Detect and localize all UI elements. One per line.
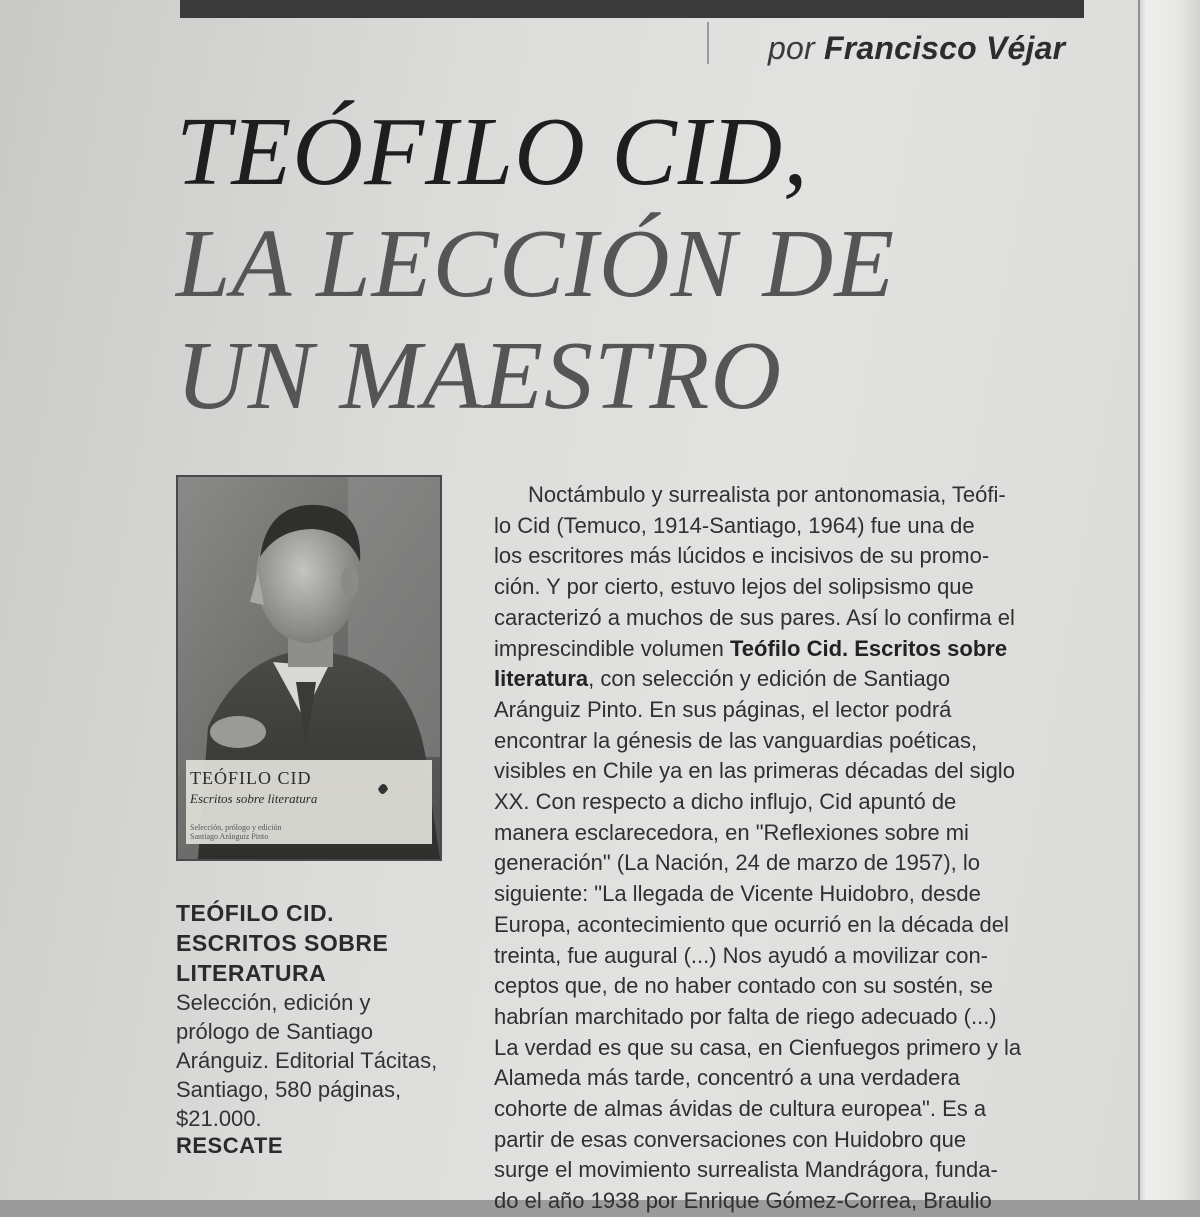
headline-line-2: LA LECCIÓN DE [176, 210, 896, 318]
book-info-sidebar [176, 898, 446, 1159]
cover-title: Escritos sobre literatura [190, 791, 318, 806]
body-line: manera esclarecedora, en "Reflexiones sobre mi [494, 819, 969, 845]
body-line: los escritores más lúcidos e incisivos de su promo- [494, 543, 990, 569]
section-tag: RESCATE [176, 1133, 283, 1158]
body-line: surge el movimiento surrealista Mandrágora, funda- [494, 1157, 998, 1183]
body-line: Alameda más tarde, concentró a una verdadera [494, 1065, 960, 1091]
body-line: encontrar la génesis de las vanguardias poéticas, [494, 727, 978, 753]
cover-subtitle: Selección, prólogo y edición [190, 823, 282, 832]
cover-editor: Santiago Aránguiz Pinto [190, 832, 269, 841]
top-rule [180, 0, 1084, 18]
sidebar-book-title: TEÓFILO CID. ESCRITOS SOBRE LITERATURA [176, 900, 389, 986]
body-line-with-title [494, 664, 1094, 695]
cover-author: TEÓFILO CID [190, 768, 312, 788]
body-line: siguiente: "La llegada de Vicente Huidobro, desde [494, 881, 981, 907]
book-title-inline: Teófilo Cid. Escritos sobre [730, 635, 1008, 661]
body-line-rest: , con selección y edición de Santiago [588, 666, 951, 692]
body-line-with-title [494, 634, 1094, 665]
body-line: Europa, acontecimiento que ocurrió en la década del [494, 911, 1009, 937]
body-line: Noctámbulo y surrealista por antonomasia, Teófi- [528, 482, 1006, 507]
body-line: generación" (La Nación, 24 de marzo de 1957), lo [494, 850, 980, 876]
byline-prefix: por [768, 30, 815, 66]
page-edge [1138, 0, 1200, 1200]
body-line: do el año 1938 por Enrique Gómez-Correa, Braulio [494, 1188, 992, 1214]
body-line: La verdad es que su casa, en Cienfuegos primero y la [494, 1034, 1022, 1060]
body-line: ceptos que, de no haber contado con su sostén, se [494, 973, 994, 999]
book-cover-image [176, 475, 442, 861]
byline-author: Francisco Véjar [823, 30, 1066, 66]
byline [768, 30, 1065, 67]
cover-title-block [190, 768, 424, 841]
body-line: lo Cid (Temuco, 1914-Santiago, 1964) fue una de [494, 512, 975, 538]
sidebar-book-details: Selección, edición y prólogo de Santiago Aránguiz. Editorial Tácitas, Santiago, 580 páginas, $21.000. [176, 990, 438, 1131]
body-line-start: imprescindible volumen [494, 635, 730, 661]
book-title-inline-end: literatura [494, 666, 589, 692]
body-line: partir de esas conversaciones con Huidobro que [494, 1126, 967, 1152]
headline-line-1: TEÓFILO CID, [176, 98, 809, 206]
body-line: treinta, fue augural (...) Nos ayudó a movilizar con- [494, 942, 989, 968]
body-line: caracterizó a muchos de sus pares. Así lo confirma el [494, 604, 1015, 630]
body-line: ción. Y por cierto, estuvo lejos del solipsismo que [494, 574, 974, 600]
body-line: cohorte de almas ávidas de cultura europea". Es a [494, 1096, 987, 1122]
body-line: XX. Con respecto a dicho influjo, Cid apuntó de [494, 789, 957, 815]
body-line: habrían marchitado por falta de riego adecuado (...) [494, 1003, 997, 1029]
article-body [494, 480, 1094, 1217]
headline [176, 96, 1136, 432]
byline-divider [707, 22, 709, 64]
body-line: Aránguiz Pinto. En sus páginas, el lector podrá [494, 696, 952, 722]
body-line: visibles en Chile ya en las primeras décadas del siglo [494, 758, 1015, 784]
headline-line-3: UN MAESTRO [176, 322, 783, 430]
